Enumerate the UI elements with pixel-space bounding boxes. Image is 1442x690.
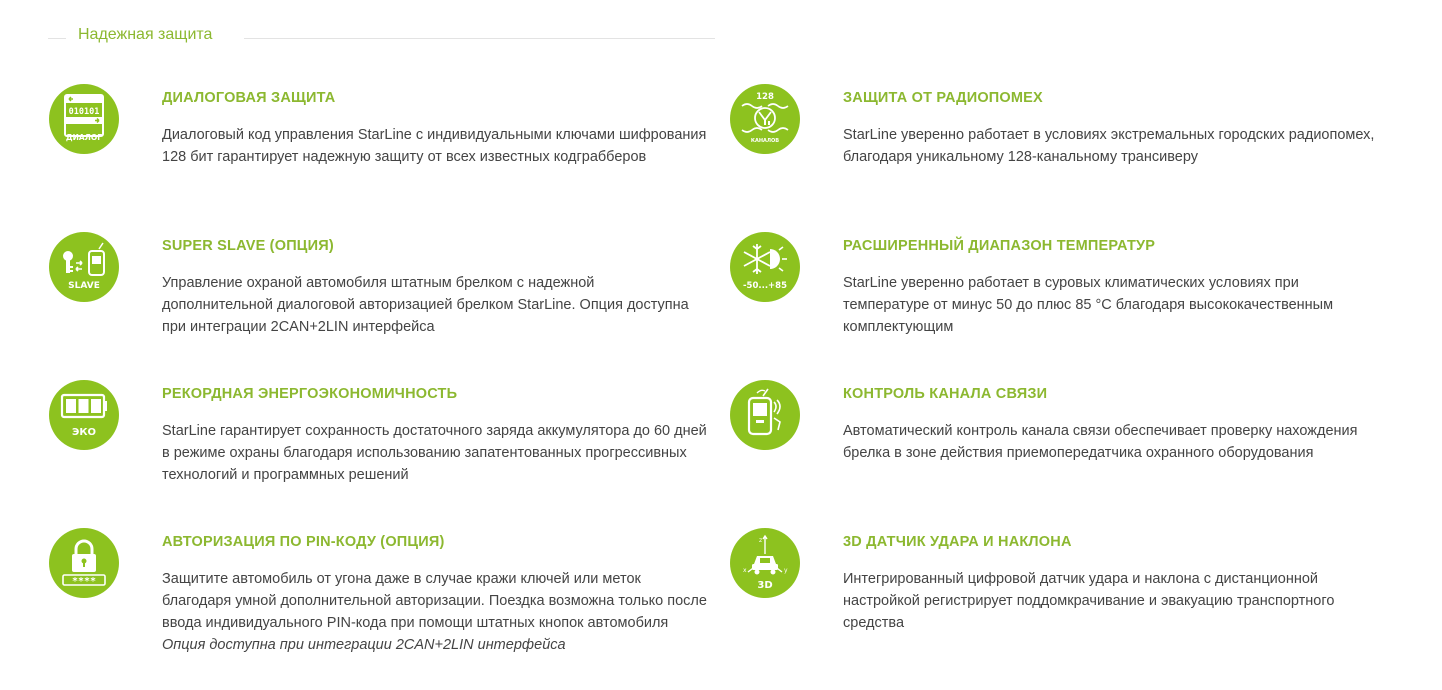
pin-lock-icon [49, 528, 119, 598]
svg-text:****: **** [71, 576, 97, 587]
feature-description: Интегрированный цифровой датчик удара и наклона с дистанционной настройкой регистрирует поддомкрачивание и эвакуацию транспортного средства [843, 571, 1335, 631]
section-header [48, 20, 715, 54]
section-title: Надежная защита [78, 26, 213, 43]
feature-description: StarLine гарантирует сохранность достаточного заряда аккумулятора до 60 дней в режиме охраны благодаря использованию запатентованных прогрессивных технологий и программных решений [162, 423, 707, 483]
feature-title: КОНТРОЛЬ КАНАЛА СВЯЗИ [843, 386, 1048, 402]
temperature-icon [730, 232, 800, 302]
feature-title: 3D ДАТЧИК УДАРА И НАКЛОНА [843, 534, 1072, 550]
feature-title: АВТОРИЗАЦИЯ ПО PIN-КОДУ (ОПЦИЯ) [162, 534, 445, 550]
svg-text:-50...+85: -50...+85 [743, 281, 787, 291]
svg-text:ЭКО: ЭКО [71, 427, 97, 438]
dialog-code-icon [49, 84, 119, 154]
svg-text:010101: 010101 [68, 107, 100, 117]
feature-title: SUPER SLAVE (ОПЦИЯ) [162, 238, 334, 254]
svg-text:y: y [784, 567, 788, 574]
feature-title: ДИАЛОГОВАЯ ЗАЩИТА [162, 90, 336, 106]
feature-description-block [162, 568, 707, 656]
battery-icon [49, 380, 119, 450]
feature-description: Автоматический контроль канала связи обеспечивает проверку нахождения брелка в зоне действия приемопередатчика охранного оборудования [843, 423, 1358, 461]
shock-sensor-3d-icon [730, 528, 800, 598]
feature-description: Защитите автомобиль от угона даже в случае кражи ключей или меток благодаря умной дополнительной авторизации. Поездка возможна только после ввода индивидуального PIN-кода при помощи штатных кнопок автомобиля [162, 571, 707, 631]
svg-text:КАНАЛОВ: КАНАЛОВ [750, 138, 780, 144]
feature-description: StarLine уверенно работает в условиях экстремальных городских радиопомех, благодаря уникальному 128-канальному трансиверу [843, 127, 1375, 165]
feature-title: РАСШИРЕННЫЙ ДИАПАЗОН ТЕМПЕРАТУР [843, 238, 1156, 254]
feature-description: StarLine уверенно работает в суровых климатических условиях при температуре от минус 50 до плюс 85 °С благодаря высококачественным комплектующим [843, 275, 1334, 335]
svg-text:z: z [759, 537, 763, 544]
svg-text:SLAVE: SLAVE [68, 281, 100, 291]
svg-text:128: 128 [756, 92, 774, 102]
feature-title: ЗАЩИТА ОТ РАДИОПОМЕХ [843, 90, 1043, 106]
section-rule-left [48, 38, 66, 39]
section-rule-right [244, 38, 715, 39]
radio-channels-icon [730, 84, 800, 154]
feature-note: Опция доступна при интеграции 2CAN+2LIN интерфейса [162, 637, 566, 653]
svg-text:x: x [743, 567, 747, 574]
feature-description: Управление охраной автомобиля штатным брелком с надежной дополнительной диалоговой авторизацией брелком StarLine. Опция доступна при интеграции 2CAN+2LIN интерфейса [162, 275, 689, 335]
slave-key-icon [49, 232, 119, 302]
feature-description: Диалоговый код управления StarLine с индивидуальными ключами шифрования 128 бит гарантирует надежную защиту от всех известных кодграбберов [162, 127, 707, 165]
channel-control-icon [730, 380, 800, 450]
svg-text:ДИАЛОГ: ДИАЛОГ [65, 133, 103, 142]
feature-title: РЕКОРДНАЯ ЭНЕРГОЭКОНОМИЧНОСТЬ [162, 386, 458, 402]
svg-text:3D: 3D [757, 580, 773, 591]
